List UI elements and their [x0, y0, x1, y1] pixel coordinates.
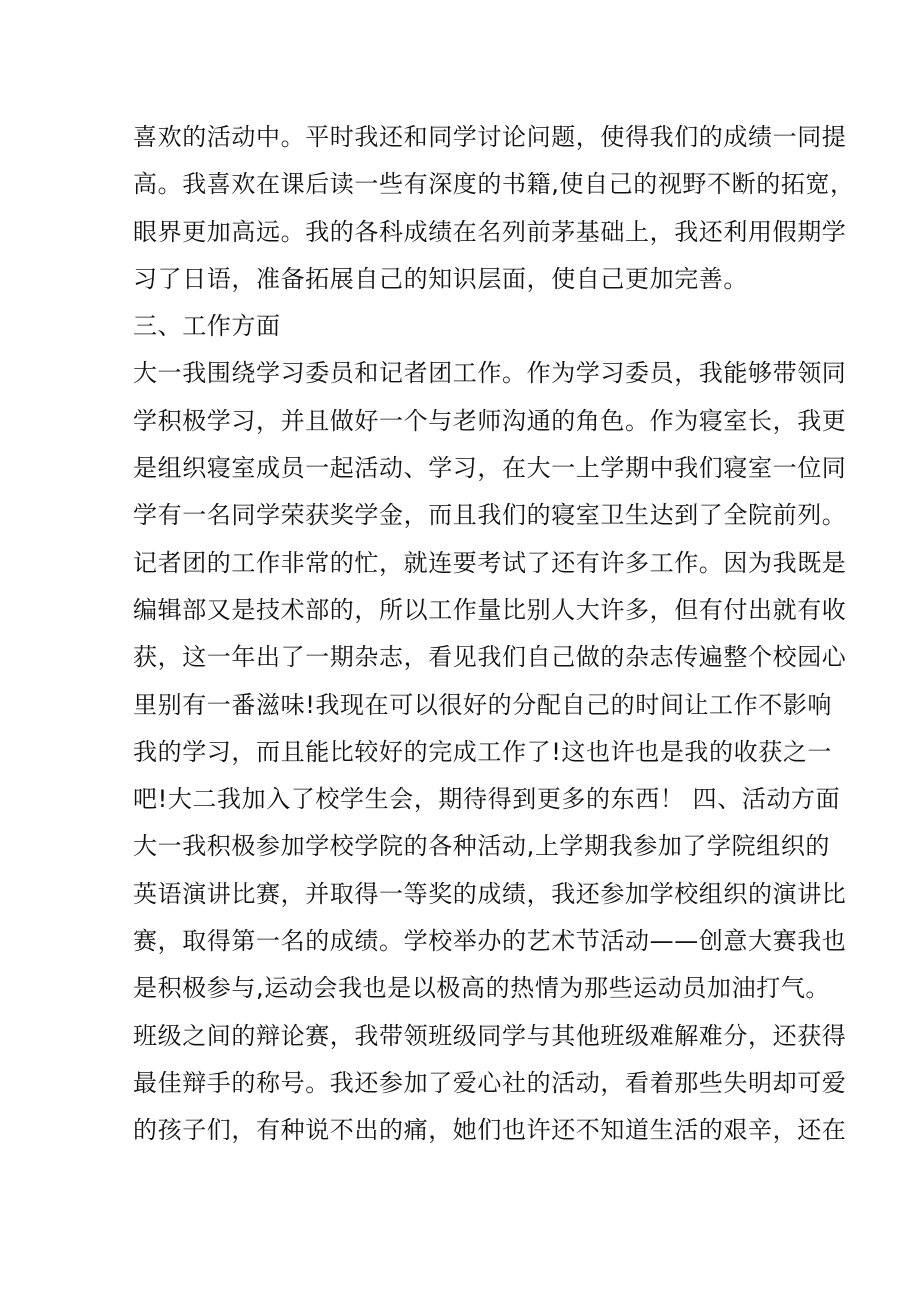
text-line: 大一我围绕学习委员和记者团工作。作为学习委员，我能够带领同 — [133, 359, 847, 388]
text-line: 高。我喜欢在课后读一些有深度的书籍,使自己的视野不断的拓宽， — [133, 170, 855, 199]
text-line: 学有一名同学荣获奖学金，而且我们的寝室卫生达到了全院前列。 — [133, 501, 847, 530]
body-text — [133, 114, 855, 1155]
text-line: 眼界更加高远。我的各科成绩在名列前茅基础上，我还利用假期学 — [133, 217, 847, 246]
text-line: 大一我积极参加学校学院的各种活动,上学期我参加了学院组织的 — [133, 832, 831, 861]
text-line: 我的学习，而且能比较好的完成工作了!这也许也是我的收获之一 — [133, 737, 833, 766]
text-line: 获，这一年出了一期杂志，看见我们自己做的杂志传遍整个校园心 — [133, 643, 847, 672]
text-line: 的孩子们，有种说不出的痛，她们也许还不知道生活的艰辛，还在 — [133, 1116, 847, 1145]
text-line: 是组织寝室成员一起活动、学习，在大一上学期中我们寝室一位同 — [133, 454, 847, 483]
text-line: 赛，取得第一名的成绩。学校举办的艺术节活动——创意大赛我也 — [133, 927, 847, 956]
text-line: 记者团的工作非常的忙，就连要考试了还有许多工作。因为我既是 — [133, 548, 847, 577]
text-line: 是积极参与,运动会我也是以极高的热情为那些运动员加油打气。 — [133, 974, 831, 1003]
text-line: 喜欢的活动中。平时我还和同学讨论问题，使得我们的成绩一同提 — [133, 123, 847, 151]
section-heading-work: 三、工作方面 — [133, 312, 281, 341]
text-line: 编辑部又是技术部的，所以工作量比别人大许多，但有付出就有收 — [133, 595, 847, 624]
text-line: 学积极学习，并且做好一个与老师沟通的角色。作为寝室长，我更 — [133, 406, 847, 435]
text-line: 最佳辩手的称号。我还参加了爱心社的活动，看着那些失明却可爱 — [133, 1068, 847, 1097]
text-line: 里别有一番滋味!我现在可以很好的分配自己的时间让工作不影响 — [133, 690, 833, 719]
text-line: 英语演讲比赛，并取得一等奖的成绩，我还参加学校组织的演讲比 — [133, 879, 847, 908]
text-line: 吧!大二我加入了校学生会，期待得到更多的东西！ 四、活动方面 — [133, 785, 841, 814]
text-line: 班级之间的辩论赛，我带领班级同学与其他班级难解难分，还获得 — [133, 1021, 847, 1050]
text-line: 习了日语，准备拓展自己的知识层面，使自己更加完善。 — [133, 264, 748, 293]
